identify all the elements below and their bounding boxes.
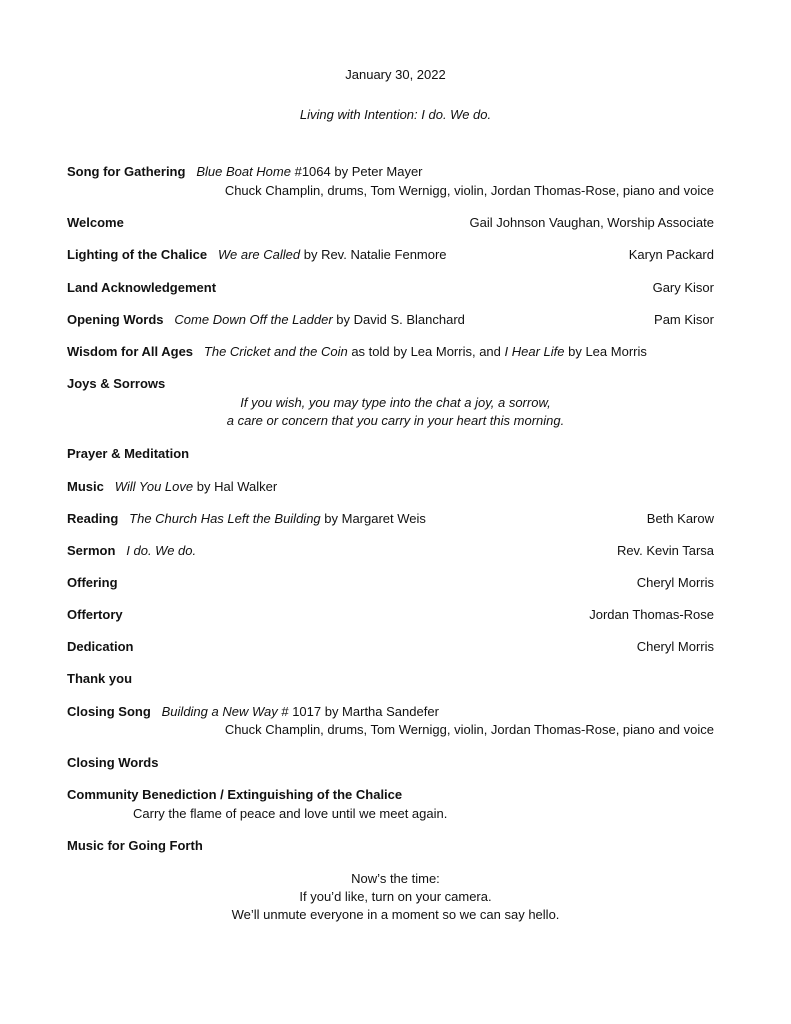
item-detail: by Lea Morris xyxy=(564,344,647,359)
item-joys-and-sorrows xyxy=(67,375,714,392)
footer-line-1: Now’s the time: xyxy=(351,871,440,886)
item-title: Blue Boat Home xyxy=(196,164,291,179)
item-benediction xyxy=(67,786,767,803)
footer-line-3: We’ll unmute everyone in a moment so we can say hello. xyxy=(231,907,560,922)
item-label: Song for Gathering xyxy=(67,164,186,179)
item-label: Reading xyxy=(67,511,119,526)
item-music xyxy=(67,478,714,495)
item-music-for-going-forth xyxy=(67,837,714,854)
joys-instruction-line-1: If you wish, you may type into the chat a joy, a sorrow, xyxy=(240,395,551,410)
item-label: Offering xyxy=(67,575,118,590)
item-detail: # 1017 by Martha Sandefer xyxy=(277,704,439,719)
item-title: The Church Has Left the Building xyxy=(129,511,321,526)
item-title: Come Down Off the Ladder xyxy=(174,312,333,327)
item-label: Prayer & Meditation xyxy=(67,446,190,461)
item-person: Rev. Kevin Tarsa xyxy=(616,543,714,558)
item-title: Building a New Way xyxy=(161,704,278,719)
footer-line-2: If you’d like, turn on your camera. xyxy=(299,889,492,904)
service-date: January 30, 2022 xyxy=(345,67,446,82)
item-label: Opening Words xyxy=(67,312,164,327)
item-title: Will You Love xyxy=(114,479,194,494)
item-detail: by David S. Blanchard xyxy=(332,312,465,327)
item-title: I do. We do. xyxy=(126,543,197,558)
item-label: Lighting of the Chalice xyxy=(67,247,208,262)
item-title: The Cricket and the Coin xyxy=(203,344,348,359)
item-label: Community Benediction / Extinguishing of the Chalice xyxy=(67,787,403,802)
item-thank-you xyxy=(67,670,714,687)
item-label: Offertory xyxy=(67,607,123,622)
item-detail: by Margaret Weis xyxy=(320,511,426,526)
item-label: Welcome xyxy=(67,215,124,230)
item-offering xyxy=(67,574,714,591)
joys-instruction-line-2: a care or concern that you carry in your heart this morning. xyxy=(226,413,565,428)
closing-song-performers: Chuck Champlin, drums, Tom Wernigg, violin, Jordan Thomas-Rose, piano and voice xyxy=(224,722,714,737)
item-person: Karyn Packard xyxy=(628,247,714,262)
item-label: Music for Going Forth xyxy=(67,838,203,853)
item-label: Closing Song xyxy=(67,704,151,719)
item-song-for-gathering xyxy=(67,163,714,180)
item-detail: by Hal Walker xyxy=(193,479,278,494)
item-reading xyxy=(67,510,714,527)
item-detail: #1064 by Peter Mayer xyxy=(290,164,423,179)
item-label: Sermon xyxy=(67,543,116,558)
item-label: Music xyxy=(67,479,104,494)
item-welcome xyxy=(67,214,714,231)
item-detail: by Rev. Natalie Fenmore xyxy=(300,247,447,262)
gathering-performers: Chuck Champlin, drums, Tom Wernigg, violin, Jordan Thomas-Rose, piano and voice xyxy=(224,183,714,198)
item-closing-song xyxy=(67,703,714,720)
item-title: We are Called xyxy=(217,247,301,262)
item-lighting-of-chalice xyxy=(67,246,714,263)
item-prayer-and-meditation xyxy=(67,445,714,462)
service-theme: Living with Intention: I do. We do. xyxy=(299,107,492,122)
item-title: I Hear Life xyxy=(504,344,565,359)
item-person: Gail Johnson Vaughan, Worship Associate xyxy=(469,215,714,230)
item-person: Gary Kisor xyxy=(652,280,714,295)
item-land-acknowledgement xyxy=(67,279,714,296)
item-wisdom-for-all-ages xyxy=(67,343,767,360)
item-person: Cheryl Morris xyxy=(636,639,714,654)
benediction-text: Carry the flame of peace and love until we meet again. xyxy=(133,806,448,821)
item-label: Wisdom for All Ages xyxy=(67,344,194,359)
item-label: Joys & Sorrows xyxy=(67,376,166,391)
item-label: Dedication xyxy=(67,639,134,654)
item-dedication xyxy=(67,638,714,655)
item-person: Jordan Thomas-Rose xyxy=(589,607,714,622)
item-offertory xyxy=(67,606,714,623)
item-person: Cheryl Morris xyxy=(636,575,714,590)
item-sermon xyxy=(67,542,714,559)
item-person: Beth Karow xyxy=(646,511,714,526)
item-label: Thank you xyxy=(67,671,133,686)
item-opening-words xyxy=(67,311,714,328)
item-closing-words xyxy=(67,754,714,771)
item-detail: as told by Lea Morris, and xyxy=(347,344,505,359)
item-label: Land Acknowledgement xyxy=(67,280,217,295)
item-person: Pam Kisor xyxy=(654,312,714,327)
item-label: Closing Words xyxy=(67,755,159,770)
